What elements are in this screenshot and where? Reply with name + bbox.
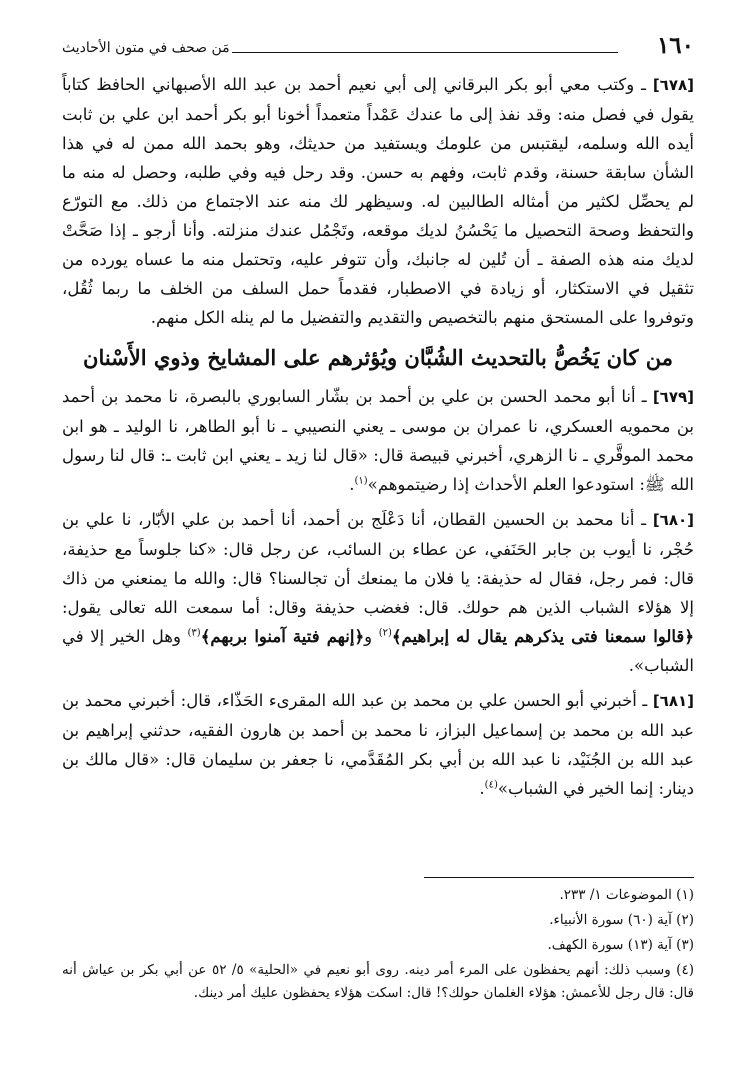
quran-quote: ﴿إنهم فتية آمنوا بربهم﴾ — [200, 627, 365, 646]
paragraph-end: . — [479, 779, 485, 798]
entry-number: [٦٧٨] — [652, 76, 694, 94]
paragraph-681 — [62, 686, 694, 803]
footnotes — [62, 884, 694, 1007]
entry-number: [٦٧٩] — [652, 388, 694, 406]
page-header — [62, 32, 694, 58]
conjunction: و — [364, 627, 379, 646]
footnote: (١) الموضوعات ١/ ٢٣٣. — [559, 887, 694, 903]
paragraph-text: ـ أنا محمد بن الحسين القطان، أنا دَعْلَج بن أحمد، أنا أحمد بن علي الأبّار، نا علي بن حُجْر، نا أيوب بن جابر الحَنَفي، عن عطاء بن السائب، عن رجل قال: «كنا جلوساً مع حذيفة، قال: فمر رجل، فقال له حذيفة: يا فلان ما يمنعك أن تجالسنا؟ قال: والله ما يمنعني من ذاك إلا هؤلاء الشباب الذين هم حولك. قال: فغضب حذيفة وقال: أما سمعت الله تعالى يقول: — [62, 510, 694, 617]
footnote-ref: (١) — [354, 475, 368, 487]
chapter-heading: من كان يَخُصُّ بالتحديث الشُبَّان ويُؤثرهم على المشايخ وذوي الأَسْنان — [83, 345, 673, 370]
paragraph-end: . — [349, 475, 355, 494]
footnote: (٤) وسبب ذلك: أنهم يحفظون على المرء أمر دينه. روى أبو نعيم في «الحلية» ٥/ ٥٢ عن أبي بكر بن عياش أنه قال: قال رجل للأعمش: هؤلاء الغلمان حولك؟! قال: اسكت هؤلاء يحفظون عليك أمر دينك. — [62, 962, 694, 1001]
footnote-ref: (٣) — [187, 627, 201, 639]
entry-number: [٦٨١] — [652, 692, 694, 710]
footnote-ref: (٤) — [484, 779, 498, 791]
paragraph-text: ـ أنا أبو محمد الحسن بن علي بن أحمد بن بشّار السابوري بالبصرة، نا محمد بن أحمد بن محمويه العسكري، نا عمران بن موسى ـ يعني النصيبي ـ نا أبو الطاهر، نا الوليد ـ هو ابن محمد الموقَّري ـ نا الزهري، أخبرني قبيصة قال: «قال لنا زيد ـ يعني ابن ثابت ـ: قال لنا رسول الله ﷺ: استودعوا العلم الأحداث إذا رضيتموهم» — [62, 387, 694, 494]
paragraph-text: وهل الخير إلا في الشباب». — [62, 627, 694, 675]
entry-number: [٦٨٠] — [652, 511, 694, 529]
main-text — [62, 70, 694, 809]
footnote-rule — [424, 877, 694, 878]
paragraph-679 — [62, 382, 694, 499]
paragraph-text: ـ وكتب معي أبو بكر البرقاني إلى أبي نعيم أحمد بن عبد الله الأصبهاني الحافظ كتاباً يقول في فصل منه: وقد نفذ إلى ما عندك عَمْداً متعمداً أخونا أبو بكر أحمد ابن علي بن ثابت أيده الله وسلمه، ليقتبس من علومك ويستفيد من حديثك، وهو بحمد الله ممن له في هذا الشأن سابقة حسنة، وقدم ثابت، وفهم به حسن. وقد رحل فيه وفي طلبه، وحصل له منه ما لم يحصِّل لكثير من أمثاله الطالبين له. وسيظهر لك منه عند الاجتماع من ذلك. مع التورّع والتحفظ وصحة التحصيل ما يَحْسُنُ لديك موقعه، وتَجْمُل عندك منزلته. وأنا أرجو ـ إذا صَحَّتْ لديك منه هذه الصفة ـ أن تُلين له جانبك، وأن تتوفر عليه، وتحتمل منه ما عساه يورده من تثقيل في الاستكثار، أو زيادة في الاصطبار، فقدماً حمل السلف من الخلف ما ربما ثُقُل، وتوفروا على المستحق منهم بالتخصيص والتقديم والتفضيل ما لم ينله الكل منهم. — [62, 75, 694, 327]
paragraph-678 — [62, 70, 694, 332]
footnote-ref: (٢) — [378, 627, 392, 639]
running-title: مَن صحف في متون الأحاديث — [62, 40, 230, 56]
quran-quote: ﴿قالوا سمعنا فتى يذكرهم يقال له إبراهيم﴾ — [391, 627, 694, 646]
paragraph-680 — [62, 505, 694, 680]
footnote: (٣) آية (١٣) سورة الكهف. — [547, 937, 694, 953]
footnote: (٢) آية (٦٠) سورة الأنبياء. — [549, 912, 694, 928]
page-number: ١٦٠ — [656, 32, 694, 59]
paragraph-text: ـ أخبرني أبو الحسن علي بن محمد بن عبد الله المقرىء الحَذّاء، قال: أخبرني محمد بن عبد الله بن محمد بن إسماعيل البزاز، نا محمد بن أحمد بن هارون الفقيه، حدثني إبراهيم بن عبد الله بن الجُنَيْد، نا عبد الله بن أبي بكر المُقَدَّمي، نا جعفر بن سليمان قال: «قال مالك بن دينار: إنما الخير في الشباب» — [62, 691, 694, 798]
header-rule — [232, 52, 618, 53]
